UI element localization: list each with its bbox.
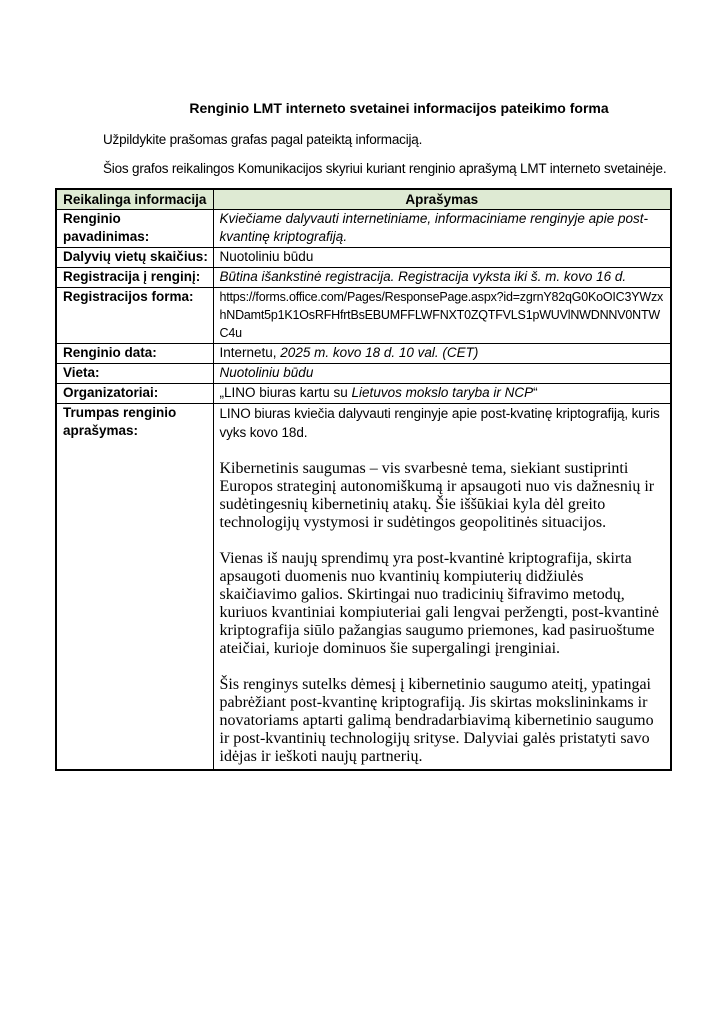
document-title: Renginio LMT interneto svetainei informacijos pateikimo forma bbox=[189, 100, 609, 116]
row-label: Registracijos forma: bbox=[56, 288, 213, 344]
table-row bbox=[56, 344, 671, 364]
value-segment: Nuotoliniu būdu bbox=[219, 249, 314, 264]
row-value bbox=[213, 364, 671, 384]
row-label: Renginio pavadinimas: bbox=[56, 210, 213, 248]
column-header-description: Aprašymas bbox=[213, 189, 671, 210]
column-header-required-info: Reikalinga informacija bbox=[56, 189, 213, 210]
row-value-description bbox=[213, 404, 671, 771]
value-segment: “ bbox=[533, 385, 538, 400]
info-table-body bbox=[56, 210, 671, 771]
description-paragraph: Šis renginys sutelks dėmesį į kibernetinio saugumo ateitį, ypatingai pabrėžiant post-kvantinę kriptografiją. Jis skirtas mokslininkams ir novatoriams aptarti galimą bendradarbiavimą kibernetinio saugumo ir post-kvantinių technologijų srityse. Dalyviai galės pristatyti savo idėjas ir ieškoti naujų partnerių. bbox=[219, 676, 654, 765]
table-row bbox=[56, 364, 671, 384]
row-value bbox=[213, 268, 671, 288]
value-segment: „LINO biuras kartu su bbox=[219, 385, 352, 400]
description-paragraph: LINO biuras kviečia dalyvauti renginyje apie post-kvatinę kriptografiją, kuris vyks kovo 18d. bbox=[219, 406, 660, 440]
row-label: Vieta: bbox=[56, 364, 213, 384]
table-row bbox=[56, 384, 671, 404]
row-value bbox=[213, 248, 671, 268]
table-header-row bbox=[56, 189, 671, 210]
table-row bbox=[56, 268, 671, 288]
value-segment: Nuotoliniu būdu bbox=[219, 365, 314, 380]
value-segment: Internetu, bbox=[219, 345, 281, 360]
table-row bbox=[56, 210, 671, 248]
info-table bbox=[55, 188, 672, 771]
row-value bbox=[213, 344, 671, 364]
value-segment: Lietuvos mokslo taryba ir NCP bbox=[351, 385, 534, 400]
value-segment: Kviečiame dalyvauti internetiniame, informaciniame renginyje apie post-kvantinę kriptografiją. bbox=[219, 211, 648, 244]
table-row bbox=[56, 288, 671, 344]
intro-paragraph-2: Šios grafos reikalingos Komunikacijos skyriui kuriant renginio aprašymą LMT interneto svetainėje. bbox=[103, 161, 667, 176]
row-value bbox=[213, 210, 671, 248]
description-paragraph: Vienas iš naujų sprendimų yra post-kvantinė kriptografija, skirta apsaugoti duomenis nuo kvantinių kompiuterių didžiulės skaičiavimo galios. Skirtingai nuo tradicinių šifravimo metodų, kuriuos kvantiniai kompiuteriai gali lengvai peržengti, post-kvantinė kriptografija siūlo pažangias saugumo priemones, kad pasiruoštume ateičiai, kurioje dominuos šie supergalingi įrenginiai. bbox=[219, 550, 659, 657]
row-value bbox=[213, 384, 671, 404]
row-label: Trumpas renginio aprašymas: bbox=[56, 404, 213, 771]
row-label: Renginio data: bbox=[56, 344, 213, 364]
intro-paragraph-1: Užpildykite prašomas grafas pagal pateiktą informaciją. bbox=[103, 132, 423, 147]
row-label: Organizatoriai: bbox=[56, 384, 213, 404]
row-label: Registracija į renginį: bbox=[56, 268, 213, 288]
row-value bbox=[213, 288, 671, 344]
table-row bbox=[56, 404, 671, 771]
row-label: Dalyvių vietų skaičius: bbox=[56, 248, 213, 268]
value-segment: https://forms.office.com/Pages/ResponsePage.aspx?id=zgrnY82qG0KoOIC3YWzxhNDamt5p1K1OsRFHfrtBsEBUMFFLWFNXT0ZQTFVLS1pWUVlNWDNNV0NTWC4u bbox=[219, 290, 664, 340]
value-segment: Būtina išankstinė registracija. Registracija vyksta iki š. m. kovo 16 d. bbox=[219, 269, 627, 284]
value-segment: 2025 m. kovo 18 d. 10 val. (CET) bbox=[280, 345, 479, 360]
description-paragraph: Kibernetinis saugumas – vis svarbesnė tema, siekiant sustiprinti Europos strateginį autonomiškumą ir apsaugoti nuo vis dažnesnių ir sudėtingesnių kibernetinių atakų. Šie iššūkiai kyla dėl greito technologijų vystymosi ir sudėtingos geopolitinės situacijos. bbox=[219, 460, 655, 531]
table-row bbox=[56, 248, 671, 268]
